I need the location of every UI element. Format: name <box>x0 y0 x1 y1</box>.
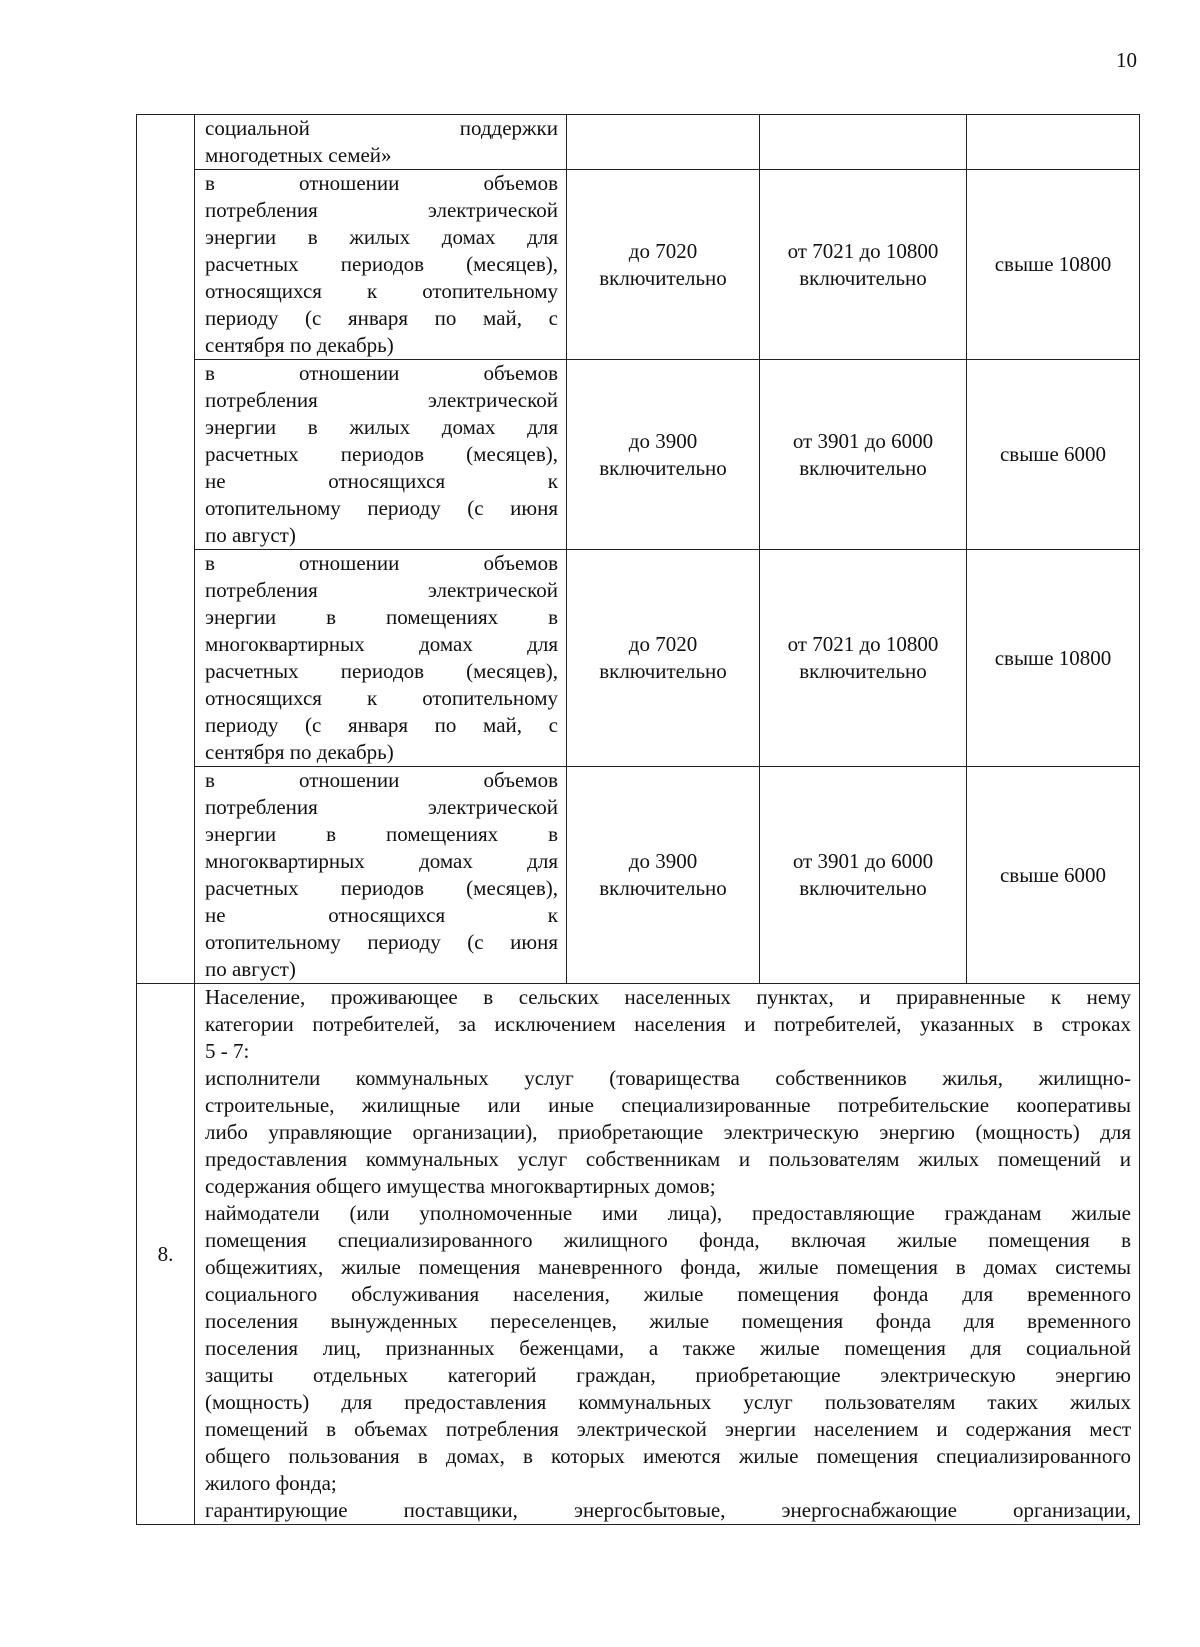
description-line: расчетных периодов (месяцев), <box>205 252 558 276</box>
paragraph-line: социального обслуживания населения, жилые помещения фонда для временного <box>205 1282 1131 1306</box>
description-line: расчетных периодов (месяцев), <box>205 659 558 683</box>
description-line: потребления электрической <box>205 795 558 819</box>
description-line: отопительному периоду (с июня <box>205 496 558 520</box>
description-line: расчетных периодов (месяцев), <box>205 876 558 900</box>
description-line: многодетных семей» <box>205 143 392 167</box>
tariff-table <box>136 114 1140 1525</box>
description-cell <box>195 170 567 360</box>
threshold-high-cell <box>967 767 1140 984</box>
value-line: включительно <box>799 876 927 900</box>
description-line: по август) <box>205 523 296 547</box>
paragraph-line: поселения вынужденных переселенцев, жилые помещения фонда для временного <box>205 1309 1131 1333</box>
description-line: многоквартирных домах для <box>205 632 558 656</box>
paragraph-line: защиты отдельных категорий граждан, приобретающие электрическую энергию <box>205 1363 1131 1387</box>
paragraph-line: гарантирующие поставщики, энергосбытовые, энергоснабжающие организации, <box>205 1498 1131 1522</box>
description-line: в отношении объемов <box>205 551 558 575</box>
table-row <box>137 170 1140 360</box>
value-line: от 3901 до 6000 <box>792 849 934 873</box>
table-row <box>137 767 1140 984</box>
description-line: расчетных периодов (месяцев), <box>205 442 558 466</box>
paragraph-line: наймодатели (или уполномоченные ими лица), предоставляющие гражданам жилые <box>205 1201 1131 1225</box>
description-line: энергии в помещениях в <box>205 605 558 629</box>
paragraph-line: жилого фонда; <box>205 1471 337 1495</box>
description-line: энергии в помещениях в <box>205 822 558 846</box>
value-line: включительно <box>599 455 727 480</box>
description-line: сентября по декабрь) <box>205 740 394 764</box>
description-line: не относящихся к <box>205 469 558 493</box>
threshold-low-cell <box>567 115 760 170</box>
description-line: сентября по декабрь) <box>205 333 394 357</box>
description-line: отопительному периоду (с июня <box>205 930 558 954</box>
value-line: включительно <box>599 876 727 900</box>
value-line: до 3900 <box>628 428 698 453</box>
threshold-mid-cell <box>760 767 967 984</box>
threshold-high-cell <box>967 115 1140 170</box>
threshold-mid-cell <box>760 360 967 550</box>
description-line: энергии в жилых домах для <box>205 415 558 439</box>
row-number-cell <box>137 984 195 1525</box>
paragraph-line: 5 - 7: <box>205 1039 250 1063</box>
description-cell <box>195 360 567 550</box>
row-number: 8. <box>157 1241 174 1266</box>
table-row <box>137 115 1140 170</box>
threshold-low-cell <box>567 767 760 984</box>
value-line: свыше 6000 <box>999 442 1107 466</box>
paragraph-line: общежитиях, жилые помещения маневренного фонда, жилые помещения в домах системы <box>205 1255 1131 1279</box>
description-line: потребления электрической <box>205 198 558 222</box>
tariff-table-body <box>137 115 1140 1525</box>
value-line: свыше 10800 <box>994 645 1112 670</box>
description-line: относящихся к отопительному <box>205 686 558 710</box>
threshold-high-cell <box>967 170 1140 360</box>
value-line: включительно <box>799 265 927 290</box>
paragraph-line: Население, проживающее в сельских населенных пунктах, и приравненные к нему <box>205 985 1131 1009</box>
value-line: от 3901 до 6000 <box>792 428 934 453</box>
description-line: относящихся к отопительному <box>205 279 558 303</box>
paragraph-line: строительные, жилищные или иные специализированные потребительские кооперативы <box>205 1093 1131 1117</box>
value-line: включительно <box>599 265 727 290</box>
description-line: потребления электрической <box>205 578 558 602</box>
threshold-low-cell <box>567 170 760 360</box>
value-line: включительно <box>599 659 727 683</box>
value-line: свыше 10800 <box>994 252 1112 276</box>
threshold-mid-cell <box>760 115 967 170</box>
description-line: многоквартирных домах для <box>205 849 558 873</box>
page-number: 10 <box>1116 48 1137 72</box>
table-row-8 <box>137 984 1140 1525</box>
description-line: по август) <box>205 957 296 981</box>
description-cell <box>195 115 567 170</box>
description-line: в отношении объемов <box>205 768 558 792</box>
paragraph-line: категории потребителей, за исключением населения и потребителей, указанных в строках <box>205 1012 1131 1036</box>
value-line: от 7021 до 10800 <box>787 632 939 656</box>
value-line: от 7021 до 10800 <box>787 238 939 263</box>
description-line: периоду (с января по май, с <box>205 713 558 737</box>
paragraph-line: поселения лиц, признанных беженцами, а также жилые помещения для социальной <box>205 1336 1131 1360</box>
value-line: до 7020 <box>628 238 698 263</box>
threshold-mid-cell <box>760 550 967 767</box>
value-line: до 3900 <box>628 849 698 873</box>
description-line: социальной поддержки <box>205 116 558 140</box>
description-line: не относящихся к <box>205 903 558 927</box>
paragraph-line: содержания общего имущества многоквартирных домов; <box>205 1174 716 1198</box>
threshold-mid-cell <box>760 170 967 360</box>
description-cell <box>195 550 567 767</box>
paragraph-line: исполнители коммунальных услуг (товарищества собственников жилья, жилищно- <box>205 1066 1131 1090</box>
threshold-low-cell <box>567 550 760 767</box>
paragraph-line: (мощность) для предоставления коммунальных услуг пользователям таких жилых <box>205 1390 1131 1414</box>
value-line: включительно <box>799 455 927 480</box>
paragraph-line: общего пользования в домах, в которых имеются жилые помещения специализированного <box>205 1444 1131 1468</box>
paragraph-line: помещений в объемах потребления электрической энергии населением и содержания мест <box>205 1417 1131 1441</box>
row-number-cell <box>137 115 195 984</box>
paragraph-line: предоставления коммунальных услуг собственникам и пользователям жилых помещений и <box>205 1147 1131 1171</box>
threshold-low-cell <box>567 360 760 550</box>
description-line: энергии в жилых домах для <box>205 225 558 249</box>
threshold-high-cell <box>967 550 1140 767</box>
threshold-high-cell <box>967 360 1140 550</box>
description-line: в отношении объемов <box>205 171 558 195</box>
description-line: в отношении объемов <box>205 361 558 385</box>
value-line: включительно <box>799 659 927 683</box>
table-row <box>137 360 1140 550</box>
table-row <box>137 550 1140 767</box>
description-line: периоду (с января по май, с <box>205 306 558 330</box>
description-cell <box>195 767 567 984</box>
paragraph-line: помещения специализированного жилищного фонда, включая жилые помещения в <box>205 1228 1131 1252</box>
row-8-text-cell <box>195 984 1140 1525</box>
paragraph-line: либо управляющие организации), приобретающие электрическую энергию (мощность) для <box>205 1120 1131 1144</box>
value-line: до 7020 <box>628 632 698 656</box>
description-line: потребления электрической <box>205 388 558 412</box>
value-line: свыше 6000 <box>999 862 1107 887</box>
